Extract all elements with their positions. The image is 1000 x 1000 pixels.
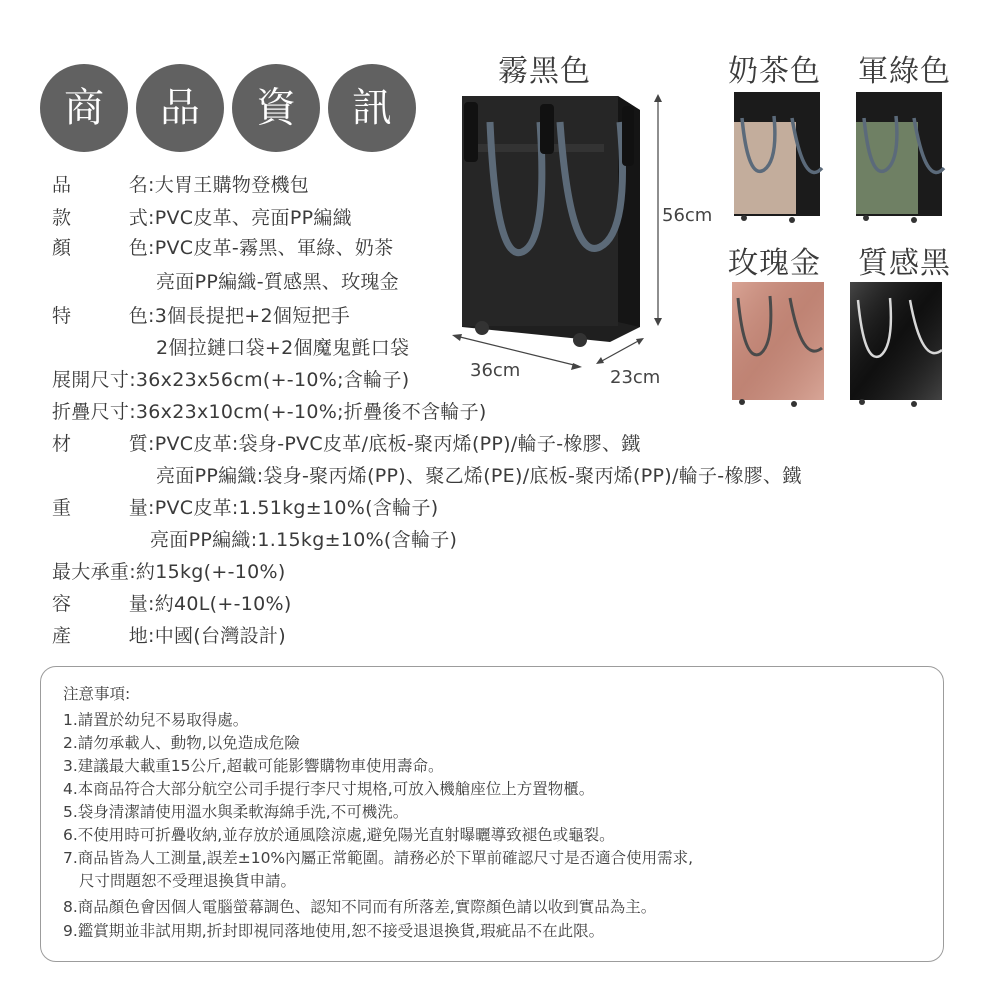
dimension-height: 56cm xyxy=(662,205,713,226)
dimension-arrows xyxy=(440,90,680,390)
note-item: 8.商品顏色會因個人電腦螢幕調色、認知不同而有所落差,實際顏色請以收到實品為主。 xyxy=(63,898,657,916)
bag-swatch-milk-tea xyxy=(730,88,830,224)
spec-value: :約15kg(+-10%) xyxy=(129,561,286,583)
note-item: 4.本商品符合大部分航空公司手提行李尺寸規格,可放入機艙座位上方置物櫃。 xyxy=(63,780,595,798)
spec-value: :PVC皮革-霧黑、軍綠、奶茶 xyxy=(148,237,394,259)
spec-value: :大胃王購物登機包 xyxy=(148,174,310,196)
color-label-rose-gold: 玫瑰金 xyxy=(728,246,821,281)
spec-value: :中國(台灣設計) xyxy=(148,625,286,647)
spec-value-cont: 亮面PP編織:1.15kg±10%(含輪子) xyxy=(150,529,458,551)
note-item: 2.請勿承載人、動物,以免造成危險 xyxy=(63,734,300,752)
dimension-depth: 23cm xyxy=(610,367,661,388)
spec-label: 特 色 xyxy=(52,305,148,327)
spec-label: 容 量 xyxy=(52,593,148,615)
spec-label: 顏 色 xyxy=(52,237,148,259)
title-circle: 訊 xyxy=(328,64,416,152)
spec-label: 折疊尺寸 xyxy=(52,401,130,423)
spec-value: :36x23x56cm(+-10%;含輪子) xyxy=(129,369,410,391)
color-label-matte-black: 霧黑色 xyxy=(498,54,591,89)
spec-value-cont: 2個拉鏈口袋+2個魔鬼氈口袋 xyxy=(156,337,410,359)
note-item: 尺寸問題恕不受理退換貨申請。 xyxy=(79,872,297,890)
spec-value: :PVC皮革:袋身-PVC皮革/底板-聚丙烯(PP)/輪子-橡膠、鐵 xyxy=(148,433,641,455)
bag-swatch-army-green xyxy=(852,88,952,224)
note-item: 7.商品皆為人工測量,誤差±10%內屬正常範圍。請務必於下單前確認尺寸是否適合使用需求, xyxy=(63,849,694,867)
spec-value: :PVC皮革、亮面PP編織 xyxy=(148,207,352,229)
spec-label: 展開尺寸 xyxy=(52,369,130,391)
spec-name xyxy=(52,170,309,197)
spec-value: :約40L(+-10%) xyxy=(148,593,292,615)
spec-label: 品 名 xyxy=(52,174,148,196)
color-label-milk-tea: 奶茶色 xyxy=(728,54,821,89)
title-circle: 商 xyxy=(40,64,128,152)
spec-capacity xyxy=(52,589,292,616)
spec-value: :3個長提把+2個短把手 xyxy=(148,305,351,327)
color-label-glossy-black: 質感黑 xyxy=(858,246,951,281)
dimension-width: 36cm xyxy=(470,360,521,381)
title-circle: 品 xyxy=(136,64,224,152)
spec-value-cont: 亮面PP編織-質感黑、玫瑰金 xyxy=(156,271,399,293)
spec-style xyxy=(52,203,352,230)
spec-value: :36x23x10cm(+-10%;折疊後不含輪子) xyxy=(129,401,487,423)
spec-value-cont: 亮面PP編織:袋身-聚丙烯(PP)、聚乙烯(PE)/底板-聚丙烯(PP)/輪子-橡膠、鐵 xyxy=(156,465,802,487)
spec-material xyxy=(52,429,641,456)
section-title xyxy=(40,64,416,152)
spec-label: 款 式 xyxy=(52,207,148,229)
color-label-army-green: 軍綠色 xyxy=(858,54,951,89)
spec-fold-size xyxy=(52,397,487,424)
spec-label: 重 量 xyxy=(52,497,148,519)
spec-label: 材 質 xyxy=(52,433,148,455)
bag-swatch-glossy-black xyxy=(846,278,950,410)
notes-heading: 注意事項: xyxy=(63,685,131,703)
title-circle: 資 xyxy=(232,64,320,152)
note-item: 1.請置於幼兒不易取得處。 xyxy=(63,711,249,729)
spec-label: 最大承重 xyxy=(52,561,130,583)
spec-max-load xyxy=(52,557,286,584)
note-item: 5.袋身清潔請使用溫水與柔軟海綿手洗,不可機洗。 xyxy=(63,803,409,821)
spec-open-size xyxy=(52,365,409,392)
note-item: 6.不使用時可折疊收納,並存放於通風陰涼處,避免陽光直射曝曬導致褪色或龜裂。 xyxy=(63,826,615,844)
bag-swatch-rose-gold xyxy=(730,278,830,408)
spec-weight xyxy=(52,493,438,520)
spec-origin xyxy=(52,621,286,648)
spec-value: :PVC皮革:1.51kg±10%(含輪子) xyxy=(148,497,439,519)
note-item: 3.建議最大載重15公斤,超載可能影響購物車使用壽命。 xyxy=(63,757,444,775)
spec-feature xyxy=(52,301,350,328)
spec-color xyxy=(52,233,393,260)
note-item: 9.鑑賞期並非試用期,折封即視同落地使用,恕不接受退退換貨,瑕疵品不在此限。 xyxy=(63,922,605,940)
notes-box xyxy=(40,666,944,962)
spec-label: 產 地 xyxy=(52,625,148,647)
